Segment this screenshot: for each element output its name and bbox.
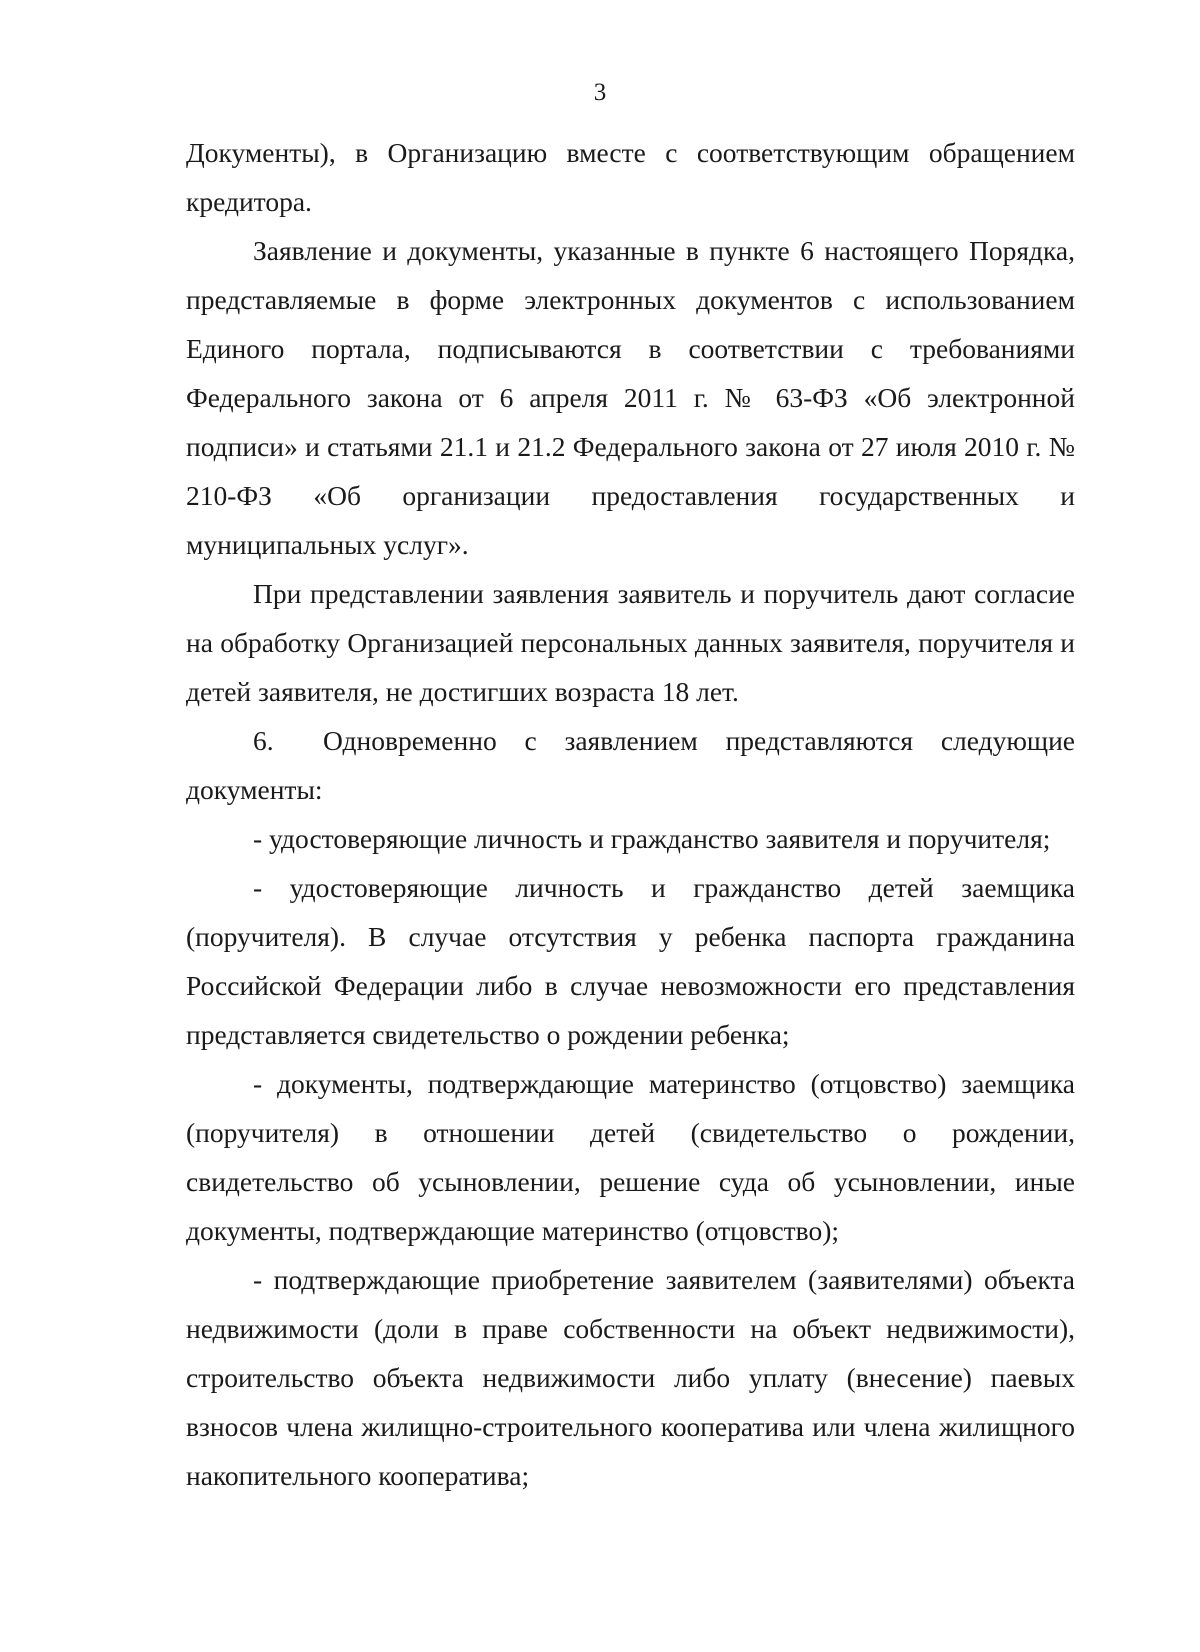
item-6-text: Одновременно с заявлением представляются следующие документы:	[186, 725, 1075, 805]
page-number: 3	[593, 79, 607, 106]
list-item-identity-children: - удостоверяющие личность и гражданство детей заемщика (поручителя). В случае отсутствия у ребенка паспорта гражданина Российской Федерации либо в случае невозможности его представления представляется свидетельство о рождении ребенка;	[186, 872, 1075, 1050]
document-body	[186, 128, 1075, 1500]
list-item-identity-applicant: - удостоверяющие личность и гражданство заявителя и поручителя;	[253, 823, 1051, 854]
paragraph-item-6	[186, 716, 1075, 814]
list-item-property-acquisition: - подтверждающие приобретение заявителем (заявителями) объекта недвижимости (доли в праве собственности на объект недвижимости), строительство объекта недвижимости либо уплату (внесение) паевых взносов члена жилищно-строительного кооператива или члена жилищного накопительного кооператива;	[186, 1264, 1075, 1491]
list-item-parenthood-documents: - документы, подтверждающие материнство (отцовство) заемщика (поручителя) в отношении детей (свидетельство о рождении, свидетельство об усыновлении, решение суда об усыновлении, иные документы, подтверждающие материнство (отцовство);	[186, 1068, 1075, 1246]
paragraph-personal-data-consent: При представлении заявления заявитель и поручитель дают согласие на обработку Организацией персональных данных заявителя, поручителя и детей заявителя, не достигших возраста 18 лет.	[186, 578, 1075, 707]
paragraph-electronic-signature: Заявление и документы, указанные в пункте 6 настоящего Порядка, представляемые в форме электронных документов с использованием Единого портала, подписываются в соответствии с требованиями Федерального закона от 6 апреля 2011 г. № 63-ФЗ «Об электронной подписи» и статьями 21.1 и 21.2 Федерального закона от 27 июля 2010 г. № 210-ФЗ «Об организации предоставления государственных и муниципальных услуг».	[186, 235, 1075, 560]
item-number: 6.	[253, 725, 274, 756]
paragraph-documents-continuation: Документы), в Организацию вместе с соответствующим обращением кредитора.	[186, 137, 1075, 217]
